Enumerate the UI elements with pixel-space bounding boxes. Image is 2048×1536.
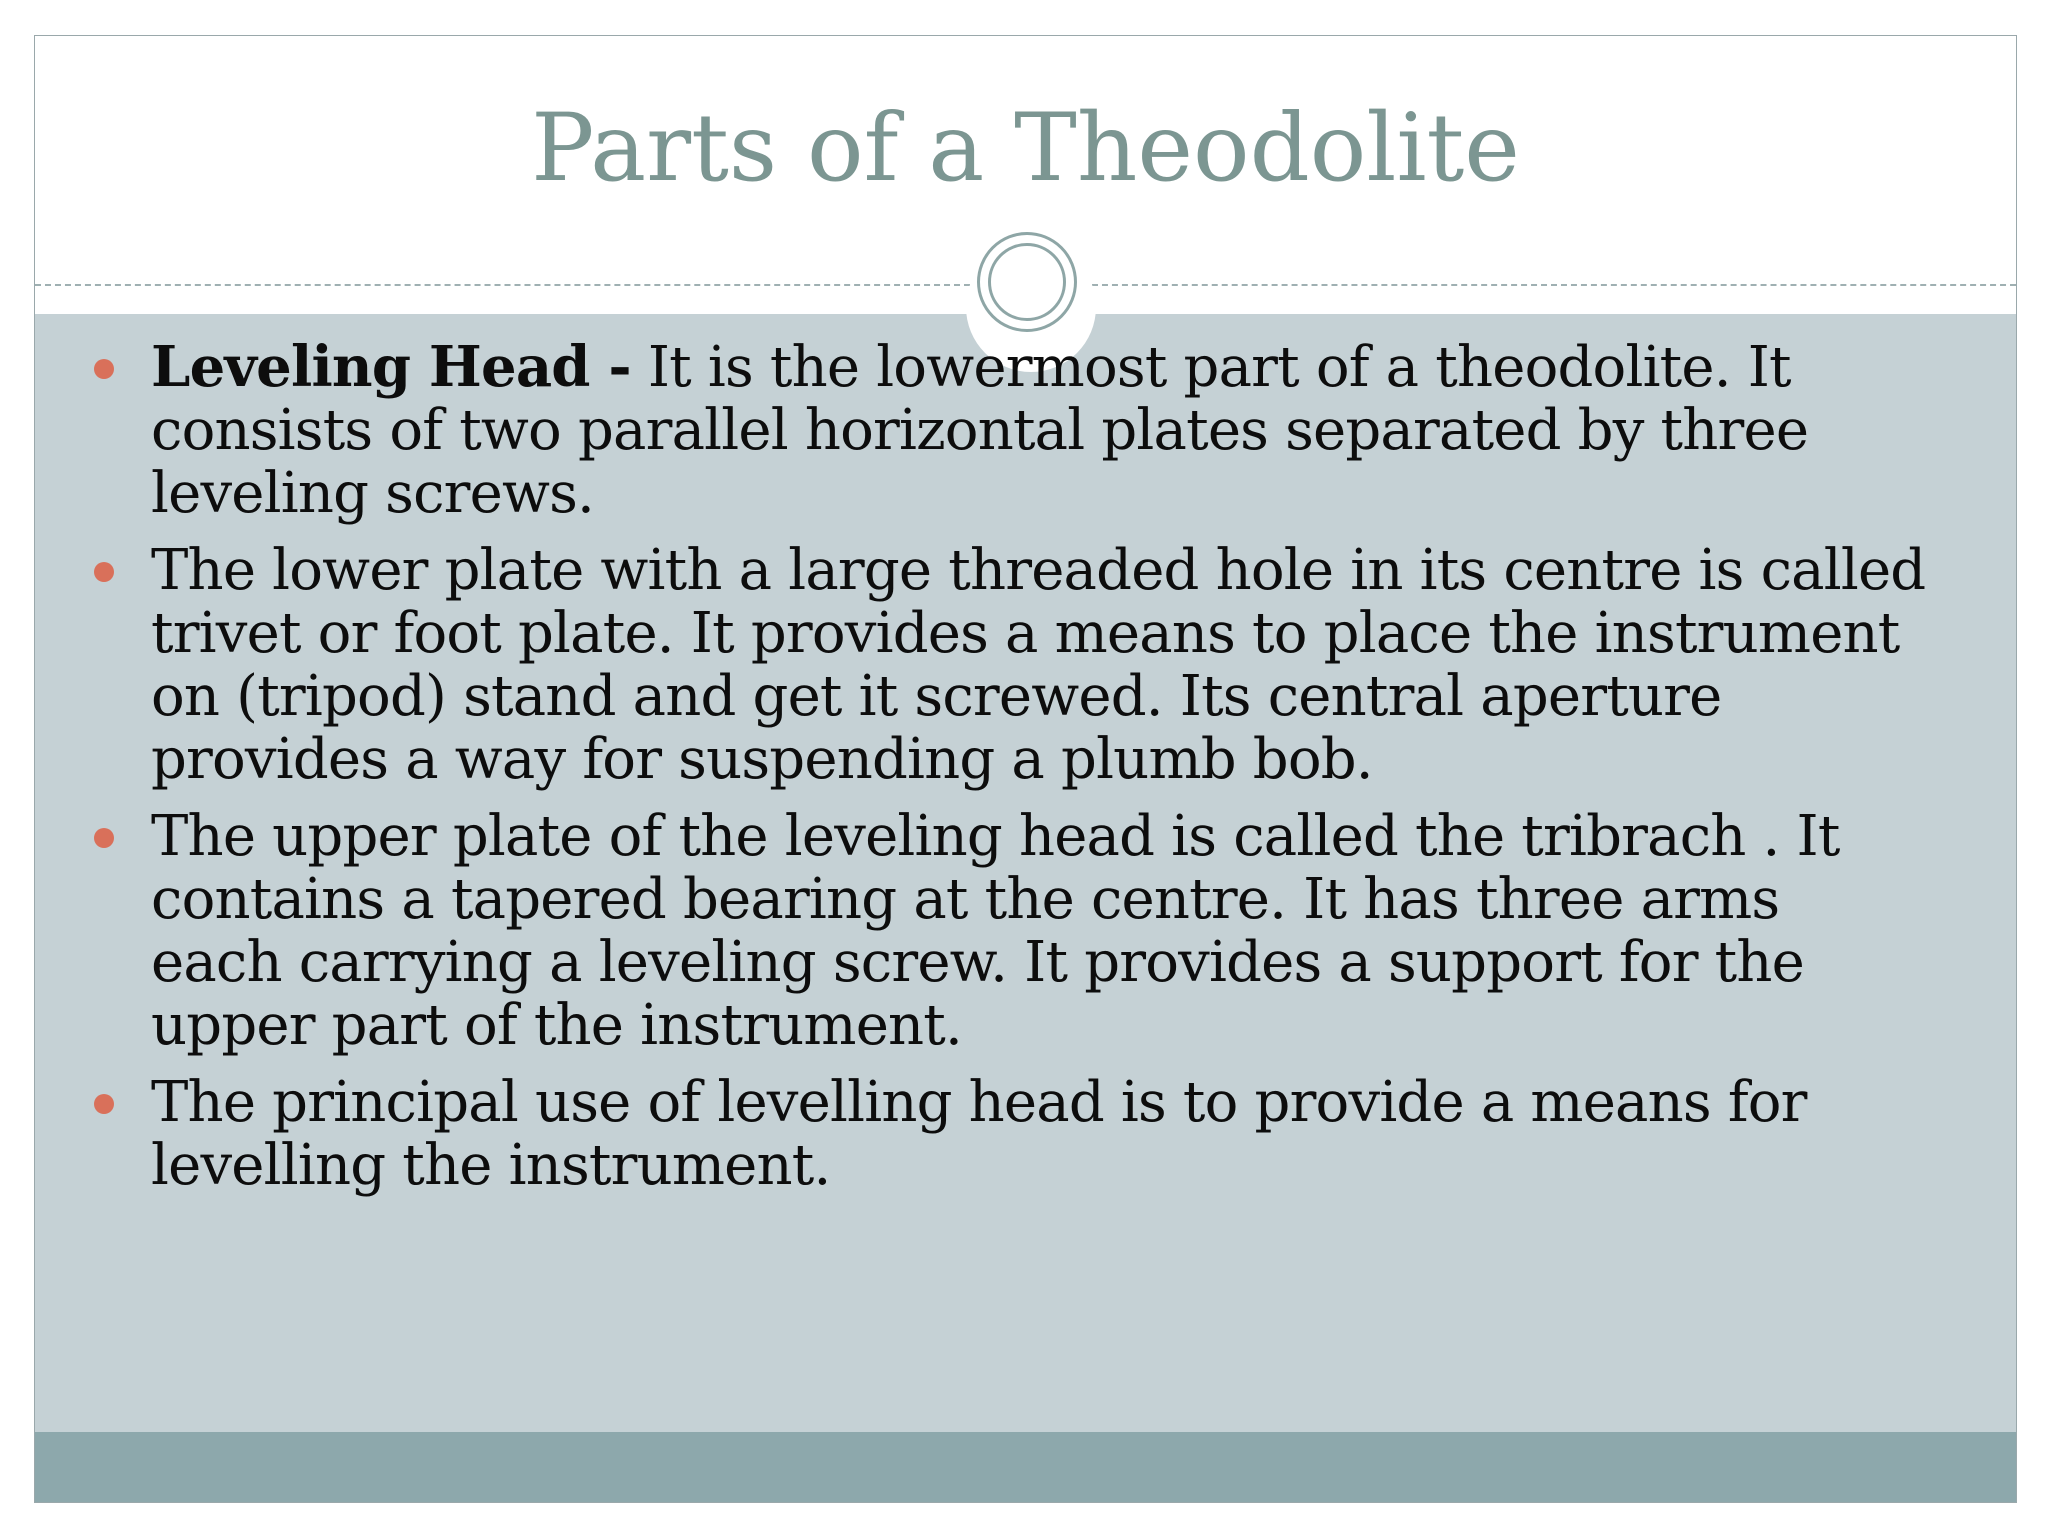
bullet-marker-icon: [94, 1094, 114, 1114]
bullet-term: Leveling Head -: [151, 334, 631, 400]
bullet-text: The principal use of levelling head is to provide a means for levelling the instrument.: [151, 1070, 1807, 1198]
bullet-item-leveling-head: [35, 336, 2016, 525]
bullet-text: It is the lowermost part of a theodolite. It consists of two parallel horizontal plates separated by three leveling screws.: [151, 335, 1809, 526]
header-divider-right: [1092, 284, 2016, 286]
bullet-item-upper-plate: [35, 805, 2016, 1057]
bullet-list: [35, 336, 2016, 1211]
footer-band: [35, 1432, 2016, 1502]
ring-ornament-icon: [977, 232, 1077, 332]
bullet-marker-icon: [94, 562, 114, 582]
bullet-text: The lower plate with a large threaded hole in its centre is called trivet or foot plate. It provides a means to place the instrument on (tripod) stand and get it screwed. Its central aperture provides a way for suspending a plumb bob.: [151, 538, 1926, 792]
bullet-marker-icon: [94, 359, 114, 379]
bullet-marker-icon: [94, 828, 114, 848]
bullet-item-principal-use: [35, 1071, 2016, 1197]
bullet-text: The upper plate of the leveling head is called the tribrach . It contains a tapered bearing at the centre. It has three arms each carrying a leveling screw. It provides a support for the upper part of the instrument.: [151, 804, 1840, 1058]
slide-title: Parts of a Theodolite: [531, 94, 1520, 203]
ring-inner-icon: [988, 243, 1066, 321]
bullet-item-lower-plate: [35, 539, 2016, 791]
slide: [34, 35, 2017, 1503]
header-divider-left: [35, 284, 970, 286]
